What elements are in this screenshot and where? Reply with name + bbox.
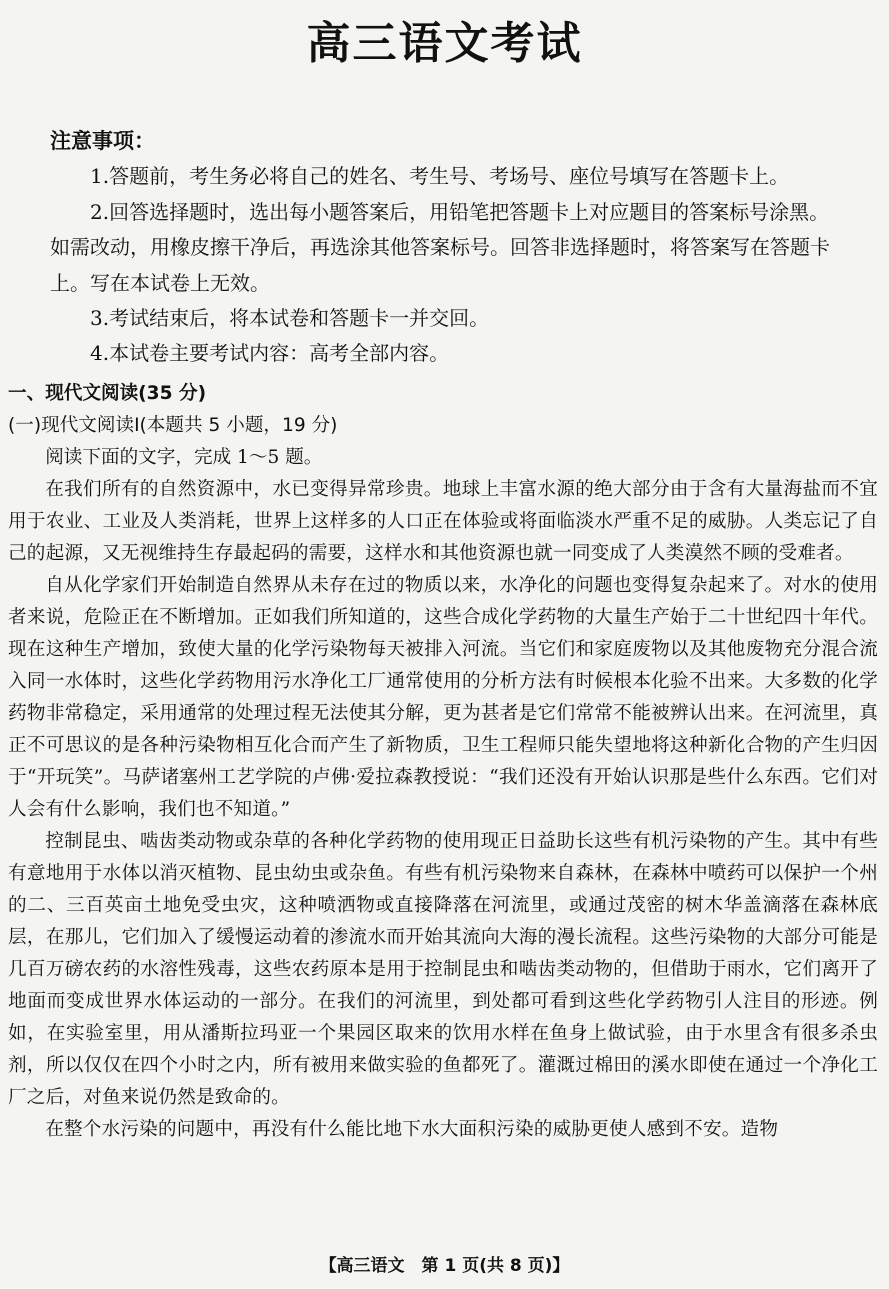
notice-item: 3.考试结束后，将本试卷和答题卡一并交回。 bbox=[90, 306, 490, 331]
notice-block bbox=[50, 124, 840, 372]
notice-item: 1.答题前，考生务必将自己的姓名、考生号、考场号、座位号填写在答题卡上。 bbox=[90, 164, 790, 189]
reading-instruction: 阅读下面的文字，完成 1～5 题。 bbox=[45, 447, 323, 468]
passage-paragraph: 在整个水污染的问题中，再没有什么能比地下水大面积污染的威胁更使人感到不安。造物 bbox=[45, 1119, 779, 1140]
passage-paragraph: 控制昆虫、啮齿类动物或杂草的各种化学药物的使用现正日益助长这些有机污染物的产生。其中有些有意地用于水体以消灭植物、昆虫幼虫或杂鱼。有些有机污染物来自森林，在森林中喷药可以保护一个州的二、三百英亩土地免受虫灾，这种喷洒物或直接降落在河流里，或通过茂密的树木华盖滴落在森林底层，在那儿，它们加入了缓慢运动着的渗流水而开始其流向大海的漫长流程。这些污染物的大部分可能是几百万磅农药的水溶性残毒，这些农药原本是用于控制昆虫和啮齿类动物的，但借助于雨水，它们离开了地面而变成世界水体运动的一部分。在我们的河流里，到处都可看到这些化学药物引人注目的形迹。例如，在实验室里，用从潘斯拉玛亚一个果园区取来的饮用水样在鱼身上做试验，由于水里含有很多杀虫剂，所以仅仅在四个小时之内，所有被用来做实验的鱼都死了。灌溉过棉田的溪水即使在通过一个净化工厂之后，对鱼来说仍然是致命的。 bbox=[8, 831, 878, 1108]
reading-passage bbox=[8, 474, 878, 1146]
exam-title: 高三语文考试 bbox=[306, 18, 583, 69]
notice-item: 2.回答选择题时，选出每小题答案后，用铅笔把答题卡上对应题目的答案标号涂黑。如需改动，用橡皮擦干净后，再选涂其他答案标号。回答非选择题时，将答案写在答题卡上。写在本试卷上无效。 bbox=[50, 199, 830, 295]
notice-heading: 注意事项： bbox=[50, 129, 155, 153]
section-subheading: (一)现代文阅读Ⅰ(本题共 5 小题，19 分) bbox=[8, 415, 338, 436]
section-heading: 一、现代文阅读(35 分) bbox=[8, 383, 207, 404]
passage-paragraph: 在我们所有的自然资源中，水已变得异常珍贵。地球上丰富水源的绝大部分由于含有大量海盐而不宜用于农业、工业及人类消耗，世界上这样多的人口正在体验或将面临淡水严重不足的威胁。人类忘记了自己的起源，又无视维持生存最起码的需要，这样水和其他资源也就一同变成了人类漠然不顾的受难者。 bbox=[8, 479, 878, 564]
passage-paragraph: 自从化学家们开始制造自然界从未存在过的物质以来，水净化的问题也变得复杂起来了。对水的使用者来说，危险正在不断增加。正如我们所知道的，这些合成化学药物的大量生产始于二十世纪四十年代。现在这种生产增加，致使大量的化学污染物每天被排入河流。当它们和家庭废物以及其他废物充分混合流入同一水体时，这些化学药物用污水净化工厂通常使用的分析方法有时候根本化验不出来。大多数的化学药物非常稳定，采用通常的处理过程无法使其分解，更为甚者是它们常常不能被辨认出来。在河流里，真正不可思议的是各种污染物相互化合而产生了新物质，卫生工程师只能失望地将这种新化合物的产生归因于“开玩笑”。马萨诸塞州工艺学院的卢佛·爱拉森教授说：“我们还没有开始认识那是些什么东西。它们对人会有什么影响，我们也不知道。” bbox=[8, 575, 878, 820]
page-footer: 【高三语文 第 1 页(共 8 页)】 bbox=[319, 1256, 570, 1276]
reading-section bbox=[8, 378, 878, 1146]
notice-item: 4.本试卷主要考试内容：高考全部内容。 bbox=[90, 341, 450, 366]
